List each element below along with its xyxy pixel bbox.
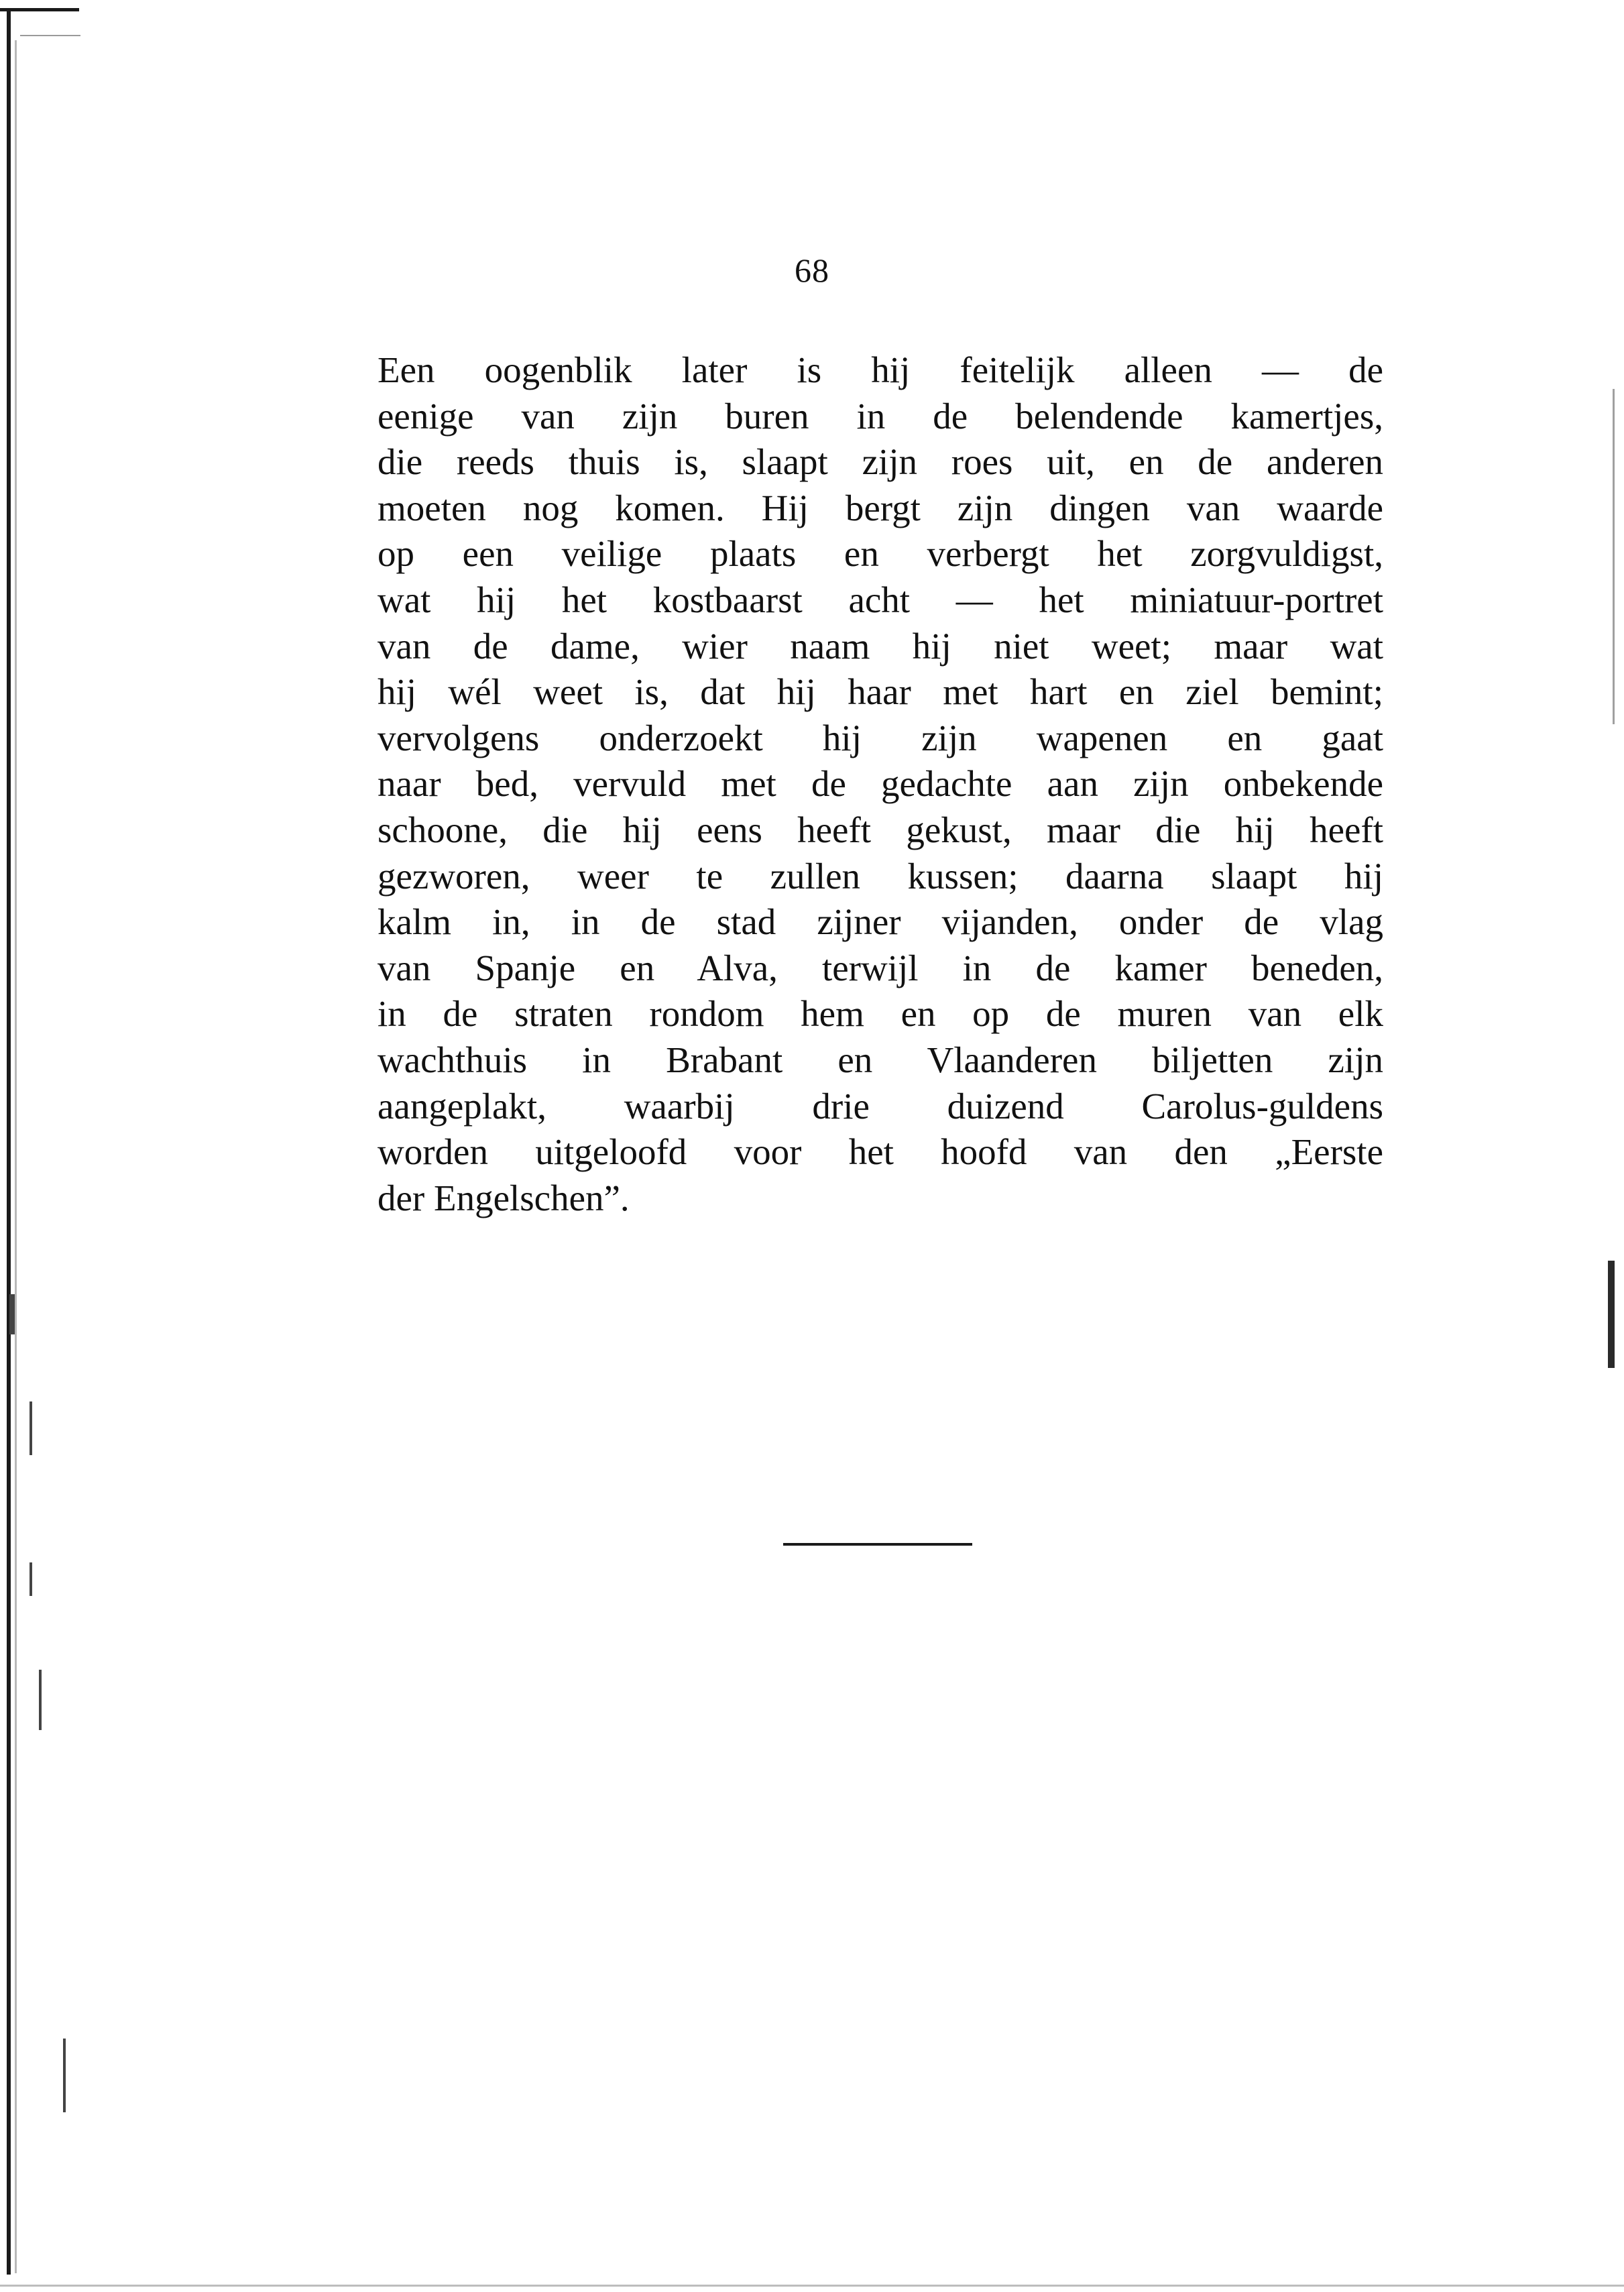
text-line: die reeds thuis is, slaapt zijn roes uit, en de anderen	[378, 441, 1383, 483]
text-line: worden uitgeloofd voor het hoofd van den „Eerste	[378, 1131, 1383, 1173]
page-number: 68	[795, 251, 829, 289]
text-line: schoone, die hij eens heeft gekust, maar die hij heeft	[378, 809, 1383, 850]
text-line: vervolgens onderzoekt hij zijn wapenen en gaat	[378, 717, 1383, 758]
text-line: gezworen, weer te zullen kussen; daarna slaapt hij	[378, 855, 1383, 897]
text-line-last: der Engelschen”.	[378, 1177, 630, 1218]
text-line: wat hij het kostbaarst acht — het miniatuur-portret	[378, 579, 1383, 620]
scan-border-top-faint	[20, 35, 80, 36]
scan-speck	[39, 1670, 42, 1730]
text-line: van de dame, wier naam hij niet weet; maar wat	[378, 625, 1383, 667]
text-line: wachthuis in Brabant en Vlaanderen biljetten zijn	[378, 1039, 1383, 1080]
scan-speck	[63, 2039, 66, 2112]
text-line: Een oogenblik later is hij feitelijk alleen — de	[378, 349, 1383, 390]
scan-speck	[30, 1562, 32, 1596]
text-line: naar bed, vervuld met de gedachte aan zijn onbekende	[378, 763, 1383, 805]
scan-border-top	[0, 8, 79, 11]
text-line: hij wél weet is, dat hij haar met hart en ziel bemint;	[378, 671, 1383, 713]
chapter-end-rule	[783, 1543, 972, 1546]
text-line: op een veilige plaats en verbergt het zorgvuldigst,	[378, 533, 1383, 575]
text-line: van Spanje en Alva, terwijl in de kamer beneden,	[378, 947, 1383, 988]
scan-border-right-dark	[1608, 1261, 1615, 1368]
text-line: kalm in, in de stad zijner vijanden, onder de vlag	[378, 901, 1383, 943]
paragraph	[378, 347, 1383, 1221]
scan-border-left	[7, 8, 11, 2275]
scan-speck	[9, 1294, 15, 1334]
text-line: in de straten rondom hem en op de muren van elk	[378, 993, 1383, 1035]
scan-speck	[30, 1401, 32, 1455]
scan-border-right	[1613, 389, 1615, 724]
scan-border-left-inner	[15, 40, 17, 2273]
scan-border-bottom	[0, 2285, 1624, 2287]
text-line: moeten nog komen. Hij bergt zijn dingen van waarde	[378, 487, 1383, 528]
text-line: aangeplakt, waarbij drie duizend Carolus-guldens	[378, 1085, 1383, 1127]
text-line: eenige van zijn buren in de belendende kamertjes,	[378, 395, 1383, 437]
